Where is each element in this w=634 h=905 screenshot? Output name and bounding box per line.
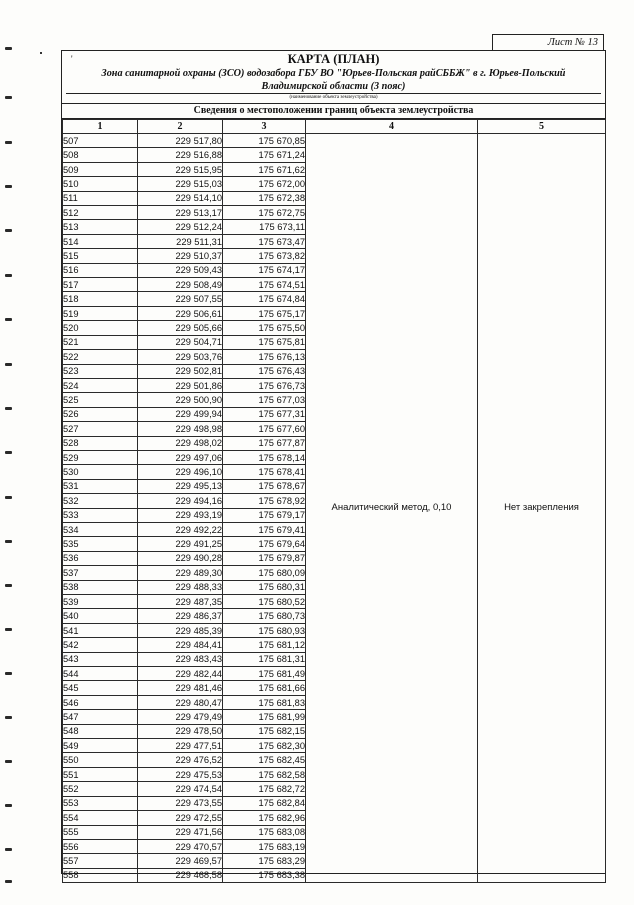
point-number: 511 (63, 191, 138, 205)
coordinate-x: 229 511,31 (138, 234, 223, 248)
coordinate-x: 229 480,47 (138, 695, 223, 709)
coordinate-x: 229 507,55 (138, 292, 223, 306)
coordinate-y: 175 672,00 (223, 177, 306, 191)
coordinate-y: 175 674,17 (223, 263, 306, 277)
point-number: 519 (63, 306, 138, 320)
coordinate-x: 229 515,03 (138, 177, 223, 191)
point-number: 548 (63, 724, 138, 738)
coordinate-y: 175 683,38 (223, 868, 306, 882)
section-title: Сведения о местоположении границ объекта землеустройства (62, 103, 605, 119)
point-number: 531 (63, 479, 138, 493)
coordinate-y: 175 672,38 (223, 191, 306, 205)
point-number: 553 (63, 796, 138, 810)
coordinate-x: 229 486,37 (138, 609, 223, 623)
point-number: 551 (63, 767, 138, 781)
coordinate-y: 175 682,45 (223, 753, 306, 767)
document-frame (61, 50, 606, 881)
point-number: 509 (63, 162, 138, 176)
point-number: 507 (63, 134, 138, 148)
coordinate-x: 229 503,76 (138, 350, 223, 364)
coordinate-y: 175 671,62 (223, 162, 306, 176)
coordinate-y: 175 681,99 (223, 710, 306, 724)
point-number: 537 (63, 566, 138, 580)
point-number: 530 (63, 465, 138, 479)
coordinate-y: 175 678,92 (223, 494, 306, 508)
fixing-cell: Нет закрепления (478, 134, 606, 883)
point-number: 549 (63, 739, 138, 753)
point-number: 527 (63, 422, 138, 436)
point-number: 547 (63, 710, 138, 724)
coordinate-y: 175 680,52 (223, 595, 306, 609)
coordinate-x: 229 499,94 (138, 407, 223, 421)
method-cell: Аналитический метод, 0,10 (306, 134, 478, 883)
binding-mark (5, 716, 12, 719)
coordinate-y: 175 677,60 (223, 422, 306, 436)
point-number: 510 (63, 177, 138, 191)
coordinate-y: 175 683,29 (223, 854, 306, 868)
object-name-caption: (наименование объекта землеустройства) (289, 95, 378, 100)
point-number: 557 (63, 854, 138, 868)
point-number: 533 (63, 508, 138, 522)
point-number: 508 (63, 148, 138, 162)
point-number: 513 (63, 220, 138, 234)
coordinate-y: 175 679,41 (223, 522, 306, 536)
coordinate-x: 229 479,49 (138, 710, 223, 724)
column-header: 5 (478, 120, 606, 134)
scan-mark: ' (71, 54, 73, 64)
coordinate-y: 175 677,03 (223, 393, 306, 407)
coordinate-x: 229 469,57 (138, 854, 223, 868)
binding-mark (5, 804, 12, 807)
coordinates-table (62, 119, 606, 883)
coordinate-y: 175 681,66 (223, 681, 306, 695)
coordinate-y: 175 674,84 (223, 292, 306, 306)
point-number: 538 (63, 580, 138, 594)
coordinate-x: 229 517,80 (138, 134, 223, 148)
header-underline (66, 93, 601, 94)
coordinate-x: 229 475,53 (138, 767, 223, 781)
coordinate-x: 229 498,98 (138, 422, 223, 436)
binding-hole-marks (5, 0, 15, 905)
coordinate-x: 229 476,52 (138, 753, 223, 767)
coordinate-x: 229 497,06 (138, 450, 223, 464)
point-number: 536 (63, 551, 138, 565)
coordinate-x: 229 498,02 (138, 436, 223, 450)
point-number: 518 (63, 292, 138, 306)
scan-speck (40, 52, 42, 54)
coordinate-y: 175 682,15 (223, 724, 306, 738)
coordinate-x: 229 478,50 (138, 724, 223, 738)
coordinate-y: 175 673,82 (223, 249, 306, 263)
coordinate-y: 175 682,30 (223, 739, 306, 753)
point-number: 521 (63, 335, 138, 349)
coordinate-x: 229 516,88 (138, 148, 223, 162)
point-number: 534 (63, 522, 138, 536)
point-number: 514 (63, 234, 138, 248)
coordinate-x: 229 485,39 (138, 623, 223, 637)
binding-mark (5, 628, 12, 631)
point-number: 520 (63, 321, 138, 335)
coordinate-x: 229 502,81 (138, 364, 223, 378)
point-number: 517 (63, 278, 138, 292)
binding-mark (5, 96, 12, 99)
table-header-row (63, 120, 606, 134)
binding-mark (5, 496, 12, 499)
point-number: 526 (63, 407, 138, 421)
point-number: 535 (63, 537, 138, 551)
coordinate-y: 175 682,96 (223, 811, 306, 825)
binding-mark (5, 318, 12, 321)
coordinate-y: 175 673,11 (223, 220, 306, 234)
coordinate-y: 175 680,09 (223, 566, 306, 580)
coordinate-y: 175 675,81 (223, 335, 306, 349)
binding-mark (5, 407, 12, 410)
point-number: 554 (63, 811, 138, 825)
point-number: 556 (63, 839, 138, 853)
coordinate-y: 175 676,13 (223, 350, 306, 364)
coordinate-y: 175 678,67 (223, 479, 306, 493)
coordinate-x: 229 512,24 (138, 220, 223, 234)
coordinate-y: 175 672,75 (223, 206, 306, 220)
point-number: 543 (63, 652, 138, 666)
point-number: 546 (63, 695, 138, 709)
point-number: 512 (63, 206, 138, 220)
binding-mark (5, 363, 12, 366)
binding-mark (5, 880, 12, 883)
coordinate-x: 229 471,56 (138, 825, 223, 839)
coordinate-x: 229 505,66 (138, 321, 223, 335)
document-title: КАРТА (ПЛАН) (287, 52, 380, 66)
coordinate-x: 229 477,51 (138, 739, 223, 753)
point-number: 516 (63, 263, 138, 277)
coordinate-x: 229 491,25 (138, 537, 223, 551)
coordinate-x: 229 506,61 (138, 306, 223, 320)
coordinate-x: 229 501,86 (138, 378, 223, 392)
column-header: 2 (138, 120, 223, 134)
point-number: 515 (63, 249, 138, 263)
point-number: 528 (63, 436, 138, 450)
coordinate-y: 175 671,24 (223, 148, 306, 162)
point-number: 544 (63, 667, 138, 681)
binding-mark (5, 47, 12, 50)
object-name: Зона санитарной охраны (ЗСО) водозабора ГБУ ВО "Юрьев-Польская райСББЖ" в г. Юрьев-Польский Владимирской области (3 пояс) (101, 68, 566, 92)
coordinate-x: 229 483,43 (138, 652, 223, 666)
coordinate-x: 229 510,37 (138, 249, 223, 263)
coordinate-y: 175 681,49 (223, 667, 306, 681)
coordinate-x: 229 493,19 (138, 508, 223, 522)
coordinate-x: 229 468,58 (138, 868, 223, 882)
coordinate-x: 229 484,41 (138, 638, 223, 652)
coordinate-x: 229 500,90 (138, 393, 223, 407)
column-header: 4 (306, 120, 478, 134)
point-number: 532 (63, 494, 138, 508)
point-number: 555 (63, 825, 138, 839)
point-number: 522 (63, 350, 138, 364)
point-number: 529 (63, 450, 138, 464)
point-number: 552 (63, 782, 138, 796)
coordinate-y: 175 676,43 (223, 364, 306, 378)
coordinate-y: 175 683,19 (223, 839, 306, 853)
coordinate-y: 175 676,73 (223, 378, 306, 392)
point-number: 525 (63, 393, 138, 407)
coordinate-y: 175 681,12 (223, 638, 306, 652)
table-row (63, 134, 606, 148)
point-number: 558 (63, 868, 138, 882)
coordinate-x: 229 495,13 (138, 479, 223, 493)
point-number: 550 (63, 753, 138, 767)
coordinate-x: 229 492,22 (138, 522, 223, 536)
coordinate-y: 175 677,87 (223, 436, 306, 450)
coordinate-y: 175 682,84 (223, 796, 306, 810)
binding-mark (5, 141, 12, 144)
binding-mark (5, 451, 12, 454)
coordinate-y: 175 675,50 (223, 321, 306, 335)
coordinate-y: 175 680,93 (223, 623, 306, 637)
coordinate-y: 175 683,08 (223, 825, 306, 839)
binding-mark (5, 540, 12, 543)
binding-mark (5, 760, 12, 763)
point-number: 539 (63, 595, 138, 609)
coordinate-x: 229 482,44 (138, 667, 223, 681)
binding-mark (5, 584, 12, 587)
coordinate-y: 175 678,14 (223, 450, 306, 464)
coordinate-y: 175 682,72 (223, 782, 306, 796)
coordinate-x: 229 472,55 (138, 811, 223, 825)
coordinate-y: 175 681,31 (223, 652, 306, 666)
coordinate-y: 175 681,83 (223, 695, 306, 709)
coordinate-y: 175 670,85 (223, 134, 306, 148)
point-number: 523 (63, 364, 138, 378)
coordinate-y: 175 679,17 (223, 508, 306, 522)
coordinate-x: 229 489,30 (138, 566, 223, 580)
coordinate-x: 229 490,28 (138, 551, 223, 565)
coordinate-x: 229 481,46 (138, 681, 223, 695)
binding-mark (5, 848, 12, 851)
coordinate-y: 175 680,73 (223, 609, 306, 623)
document-header (62, 51, 605, 120)
coordinate-y: 175 675,17 (223, 306, 306, 320)
coordinate-y: 175 679,87 (223, 551, 306, 565)
coordinate-x: 229 474,54 (138, 782, 223, 796)
coordinate-x: 229 496,10 (138, 465, 223, 479)
binding-mark (5, 274, 12, 277)
coordinate-x: 229 487,35 (138, 595, 223, 609)
coordinate-y: 175 677,31 (223, 407, 306, 421)
point-number: 541 (63, 623, 138, 637)
coordinate-x: 229 488,33 (138, 580, 223, 594)
coordinate-x: 229 514,10 (138, 191, 223, 205)
point-number: 542 (63, 638, 138, 652)
coordinate-x: 229 504,71 (138, 335, 223, 349)
coordinate-x: 229 515,95 (138, 162, 223, 176)
coordinate-x: 229 509,43 (138, 263, 223, 277)
coordinate-x: 229 508,49 (138, 278, 223, 292)
coordinate-x: 229 494,16 (138, 494, 223, 508)
coordinate-y: 175 673,47 (223, 234, 306, 248)
coordinate-y: 175 680,31 (223, 580, 306, 594)
coordinate-y: 175 679,64 (223, 537, 306, 551)
point-number: 540 (63, 609, 138, 623)
binding-mark (5, 672, 12, 675)
coordinate-x: 229 470,57 (138, 839, 223, 853)
binding-mark (5, 229, 12, 232)
coordinate-y: 175 674,51 (223, 278, 306, 292)
column-header: 1 (63, 120, 138, 134)
coordinate-y: 175 678,41 (223, 465, 306, 479)
column-header: 3 (223, 120, 306, 134)
point-number: 545 (63, 681, 138, 695)
coordinate-x: 229 513,17 (138, 206, 223, 220)
point-number: 524 (63, 378, 138, 392)
sheet-number: Лист № 13 (492, 34, 604, 50)
coordinate-y: 175 682,58 (223, 767, 306, 781)
coordinate-x: 229 473,55 (138, 796, 223, 810)
binding-mark (5, 185, 12, 188)
